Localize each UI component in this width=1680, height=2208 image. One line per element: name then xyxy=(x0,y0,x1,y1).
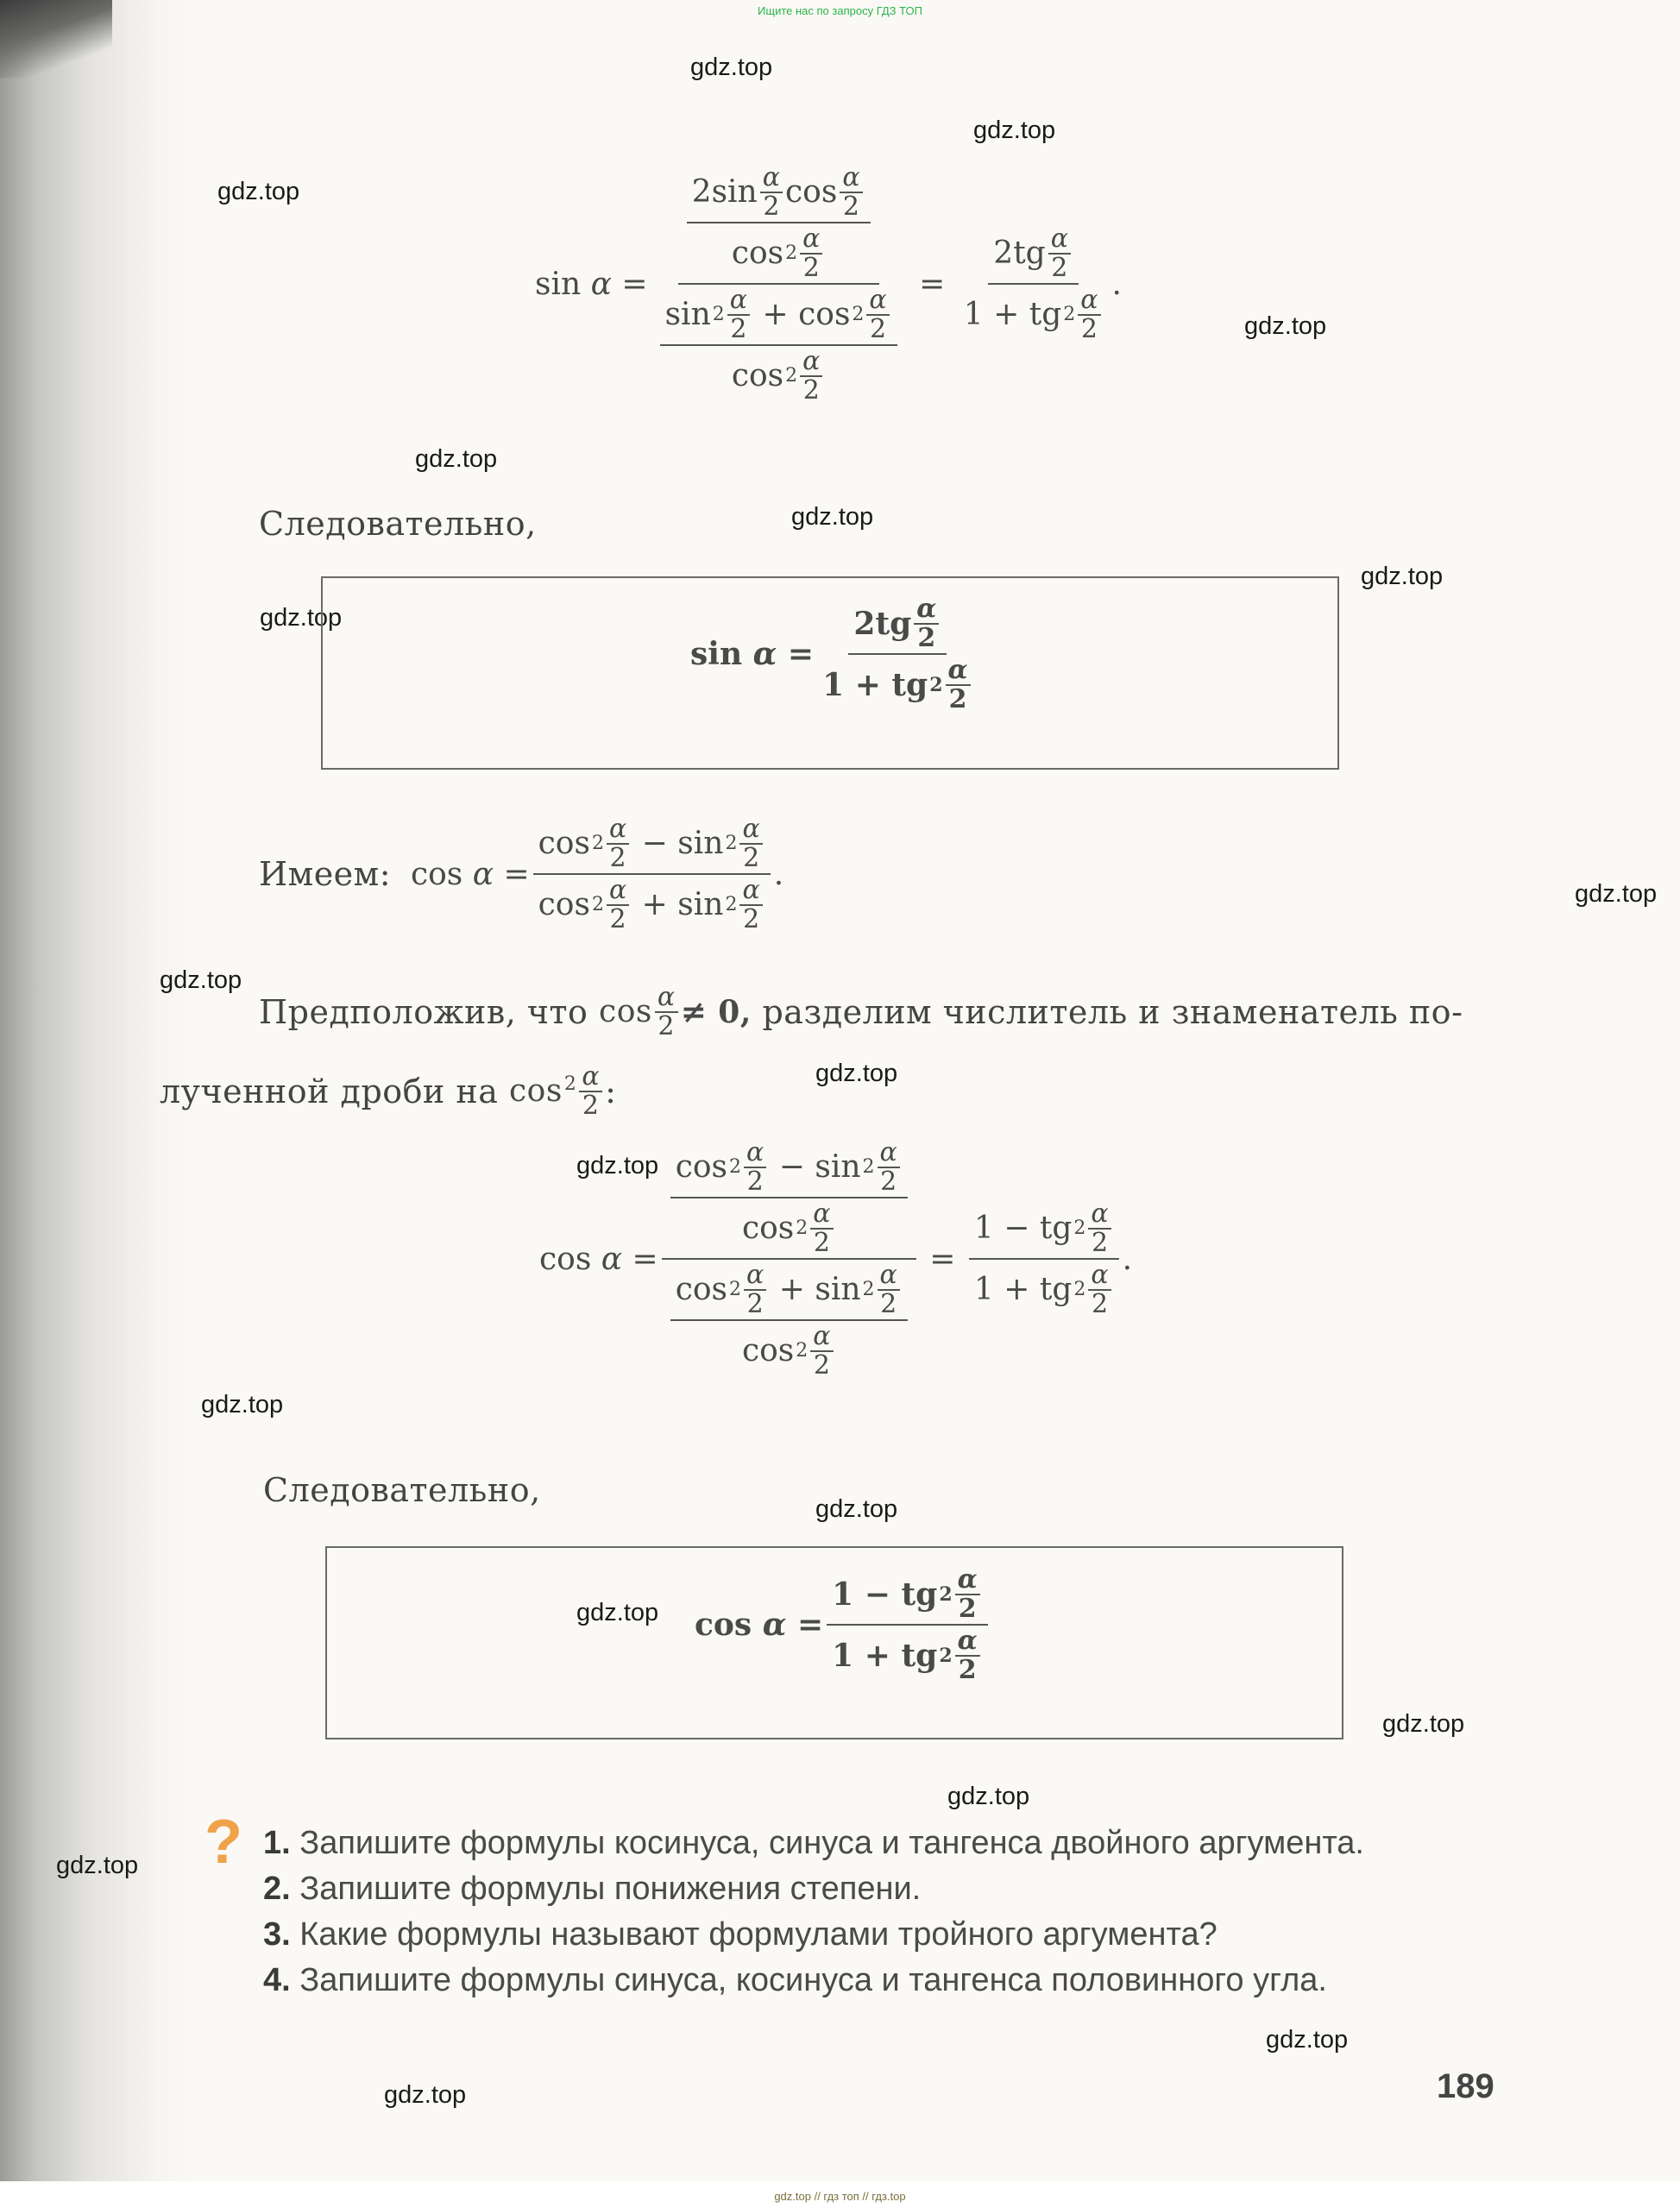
watermark: gdz.top xyxy=(815,1495,898,1523)
watermark: gdz.top xyxy=(217,178,300,205)
footer-note: gdz.top // гдз топ // гдз.top xyxy=(774,2190,906,2203)
question-item: 3. Какие формулы называют формулами тройного аргумента? xyxy=(263,1916,1218,1953)
question-mark-icon: ? xyxy=(204,1808,242,1877)
watermark: gdz.top xyxy=(947,1783,1030,1810)
text-therefore-2: Следовательно, xyxy=(263,1471,541,1509)
text-therefore-1: Следовательно, xyxy=(259,505,537,543)
watermark: gdz.top xyxy=(576,1599,659,1626)
formula-cos-half-tangent: cos α = 1 − tg 2 α 2 1 + tg 2 α 2 xyxy=(695,1566,991,1683)
watermark: gdz.top xyxy=(1244,312,1327,340)
watermark: gdz.top xyxy=(160,966,242,994)
header-note: Ищите нас по запросу ГДЗ ТОП xyxy=(758,4,922,17)
question-item: 4. Запишите формулы синуса, косинуса и тангенса половинного угла. xyxy=(263,1962,1327,1998)
compound-fraction: 2 sin α 2 cos α 2 cos 2 α 2 sin 2 α 2 + cos 2 α 2 cos 2 α 2 xyxy=(651,164,906,404)
watermark: gdz.top xyxy=(1575,880,1658,908)
watermark: gdz.top xyxy=(201,1391,284,1419)
watermark: gdz.top xyxy=(415,445,498,473)
formula-sin-derivation: sin α = 2 sin α 2 cos α 2 cos 2 α 2 sin 2 α 2 + cos 2 α 2 cos 2 α 2 = 2 tg α 2 1 + tg 2 α 2 . xyxy=(535,162,1122,406)
watermark: gdz.top xyxy=(384,2081,467,2109)
watermark: gdz.top xyxy=(815,1060,898,1087)
watermark: gdz.top xyxy=(791,503,874,531)
watermark: gdz.top xyxy=(1361,563,1444,590)
formula-cos-derivation: cos α = cos 2 α 2 − sin 2 α 2 cos 2 α 2 cos 2 α 2 + sin 2 α 2 cos 2 α 2 = 1 − tg 2 α 2 1 + tg 2 α 2 . xyxy=(539,1137,1133,1381)
text-suppose-line-2: лученной дроби на $\cos^2$ α 2 : xyxy=(160,1061,617,1121)
page-number: 189 xyxy=(1437,2067,1494,2105)
question-item: 2. Запишите формулы понижения степени. xyxy=(263,1871,922,1907)
watermark: gdz.top xyxy=(260,604,343,632)
text-suppose-line-1: Предположив, что cos α 2 ≠ 0, разделим числитель и знаменатель по- xyxy=(259,982,1463,1041)
watermark: gdz.top xyxy=(1382,1710,1465,1738)
watermark: gdz.top xyxy=(690,53,773,81)
watermark: gdz.top xyxy=(576,1152,659,1179)
watermark: gdz.top xyxy=(1266,2026,1349,2054)
formula-sin-half-tangent: sin α = 2 tg α 2 1 + tg 2 α 2 xyxy=(690,595,982,713)
question-item: 1. Запишите формулы косинуса, синуса и тангенса двойного аргумента. xyxy=(263,1825,1364,1861)
watermark: gdz.top xyxy=(973,116,1056,144)
formula-cos-have: Имеем: cos α = cos 2 α 2 − sin 2 α 2 cos 2 α 2 + sin 2 α 2 . xyxy=(259,814,784,934)
watermark: gdz.top xyxy=(56,1852,139,1879)
